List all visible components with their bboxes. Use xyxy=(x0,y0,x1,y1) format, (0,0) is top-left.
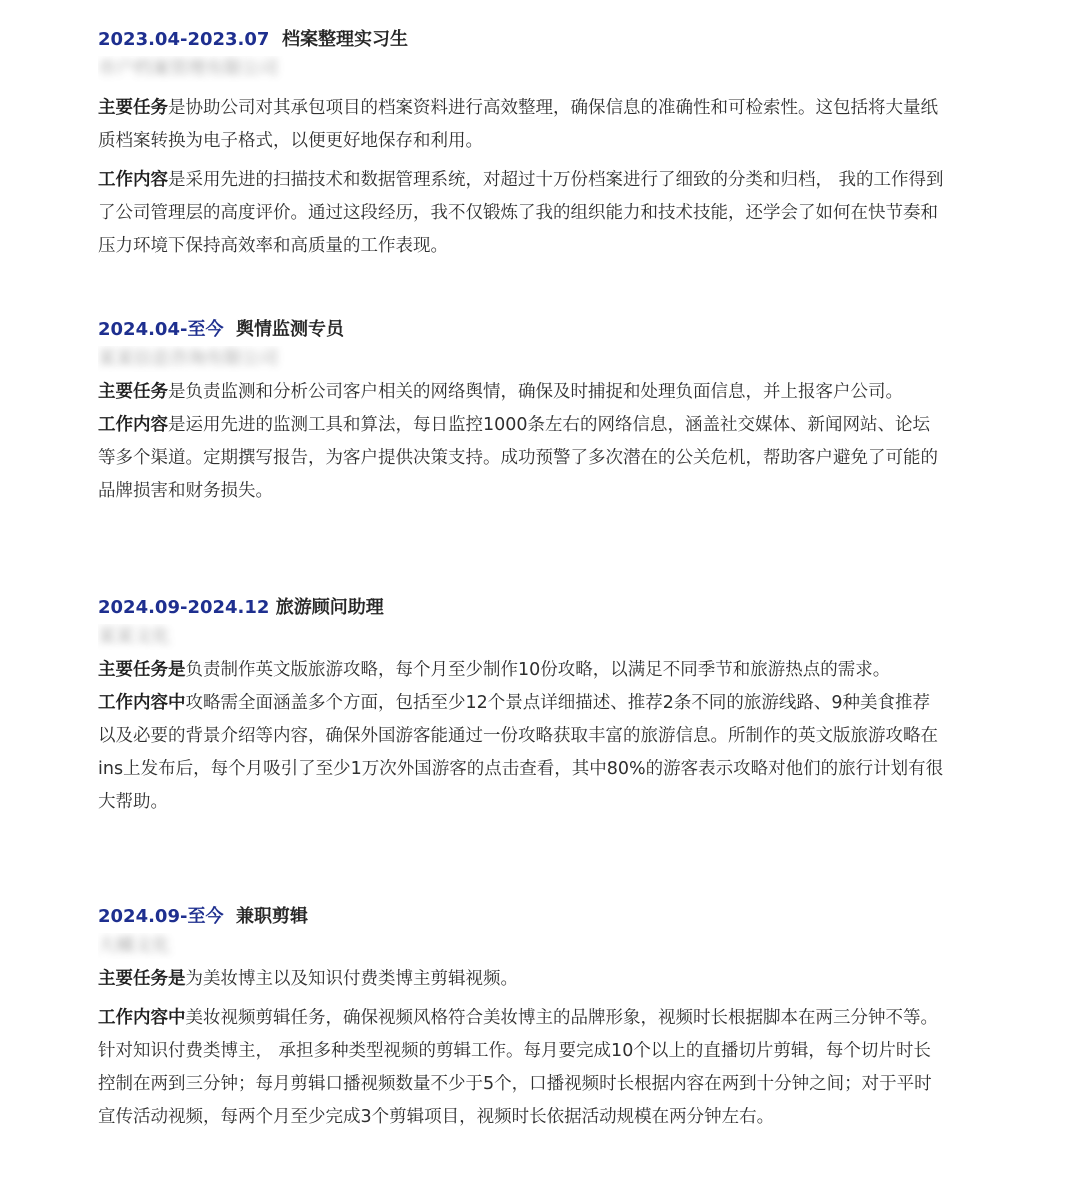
entry-task xyxy=(98,376,944,409)
entry-task xyxy=(98,963,944,996)
task-label: 主要任务 xyxy=(98,382,168,402)
entry-heading xyxy=(98,318,944,342)
entry-heading xyxy=(98,28,944,52)
content-label: 工作内容 xyxy=(98,170,168,190)
experience-entry xyxy=(98,28,944,263)
entry-period: 2024.09-2024.12 xyxy=(98,597,270,618)
entry-content xyxy=(98,687,944,819)
entry-period: 2023.04-2023.07 xyxy=(98,29,270,50)
content-label: 工作内容 xyxy=(98,415,168,435)
entry-task xyxy=(98,654,944,687)
company-name: 某某信息咨询有限公司 xyxy=(98,348,278,369)
experience-entry xyxy=(98,318,944,508)
task-text: 负责制作英文版旅游攻略，每个月至少制作10份攻略，以满足不同季节和旅游热点的需求。 xyxy=(185,660,891,680)
company-name: 市户档案管理有限公司 xyxy=(98,58,278,79)
company-name: 大橘文化 xyxy=(98,935,170,956)
entry-company-redacted xyxy=(98,346,338,372)
entry-content xyxy=(98,1002,944,1134)
entry-period: 2024.09-至今 xyxy=(98,906,224,927)
entry-task xyxy=(98,92,944,158)
entry-company-redacted xyxy=(98,933,188,959)
entry-company-redacted xyxy=(98,624,188,650)
task-text: 是协助公司对其承包项目的档案资料进行高效整理，确保信息的准确性和可检索性。这包括将大量纸质档案转换为电子格式，以便更好地保存和利用。 xyxy=(98,98,938,151)
content-label: 工作内容中 xyxy=(98,1008,186,1028)
task-label: 主要任务 xyxy=(98,98,168,118)
content-label: 工作内容中 xyxy=(98,693,186,713)
experience-entry xyxy=(98,905,944,1134)
entry-role: 兼职剪辑 xyxy=(236,906,309,927)
content-text: 美妆视频剪辑任务，确保视频风格符合美妆博主的品牌形象，视频时长根据脚本在两三分钟不等。 针对知识付费类博主， 承担多种类型视频的剪辑工作。每月要完成10个以上的直播切片剪辑，每个切片时长控制在两到三分钟；每月剪辑口播视频数量不少于5个，口播视频时长根据内容在两到十分钟之间；对于平时宣传活动视频，每两个月至少完成3个剪辑项目，视频时长依据活动规模在两分钟左右。 xyxy=(98,1008,938,1127)
task-text: 是负责监测和分析公司客户相关的网络舆情，确保及时捕捉和处理负面信息，并上报客户公司。 xyxy=(168,382,903,402)
entry-role: 舆情监测专员 xyxy=(236,319,345,340)
task-label: 主要任务是 xyxy=(98,660,186,680)
content-text: 是运用先进的监测工具和算法，每日监控1000条左右的网络信息，涵盖社交媒体、新闻网站、论坛等多个渠道。定期撰写报告，为客户提供决策支持。成功预警了多次潜在的公关危机，帮助客户避免了可能的品牌损害和财务损失。 xyxy=(98,415,938,501)
entry-heading xyxy=(98,596,944,620)
entry-role: 旅游顾问助理 xyxy=(275,597,384,618)
entry-role: 档案整理实习生 xyxy=(282,29,408,50)
content-text: 是采用先进的扫描技术和数据管理系统，对超过十万份档案进行了细致的分类和归档， 我的工作得到了公司管理层的高度评价。通过这段经历，我不仅锻炼了我的组织能力和技术技能，还学会了如何在快节奏和压力环境下保持高效率和高质量的工作表现。 xyxy=(98,170,944,256)
task-text: 为美妆博主以及知识付费类博主剪辑视频。 xyxy=(185,969,518,989)
content-text: 攻略需全面涵盖多个方面，包括至少12个景点详细描述、推荐2条不同的旅游线路、9种美食推荐以及必要的背景介绍等内容，确保外国游客能通过一份攻略获取丰富的旅游信息。所制作的英文版旅游攻略在ins上发布后，每个月吸引了至少1万次外国游客的点击查看，其中80%的游客表示攻略对他们的旅行计划有很大帮助。 xyxy=(98,693,944,812)
entry-heading xyxy=(98,905,944,929)
entry-content xyxy=(98,409,944,508)
entry-company-redacted xyxy=(98,56,338,82)
entry-period: 2024.04-至今 xyxy=(98,319,224,340)
company-name: 某某文化 xyxy=(98,626,170,647)
entry-content xyxy=(98,164,944,263)
task-label: 主要任务是 xyxy=(98,969,186,989)
experience-entry xyxy=(98,596,944,819)
